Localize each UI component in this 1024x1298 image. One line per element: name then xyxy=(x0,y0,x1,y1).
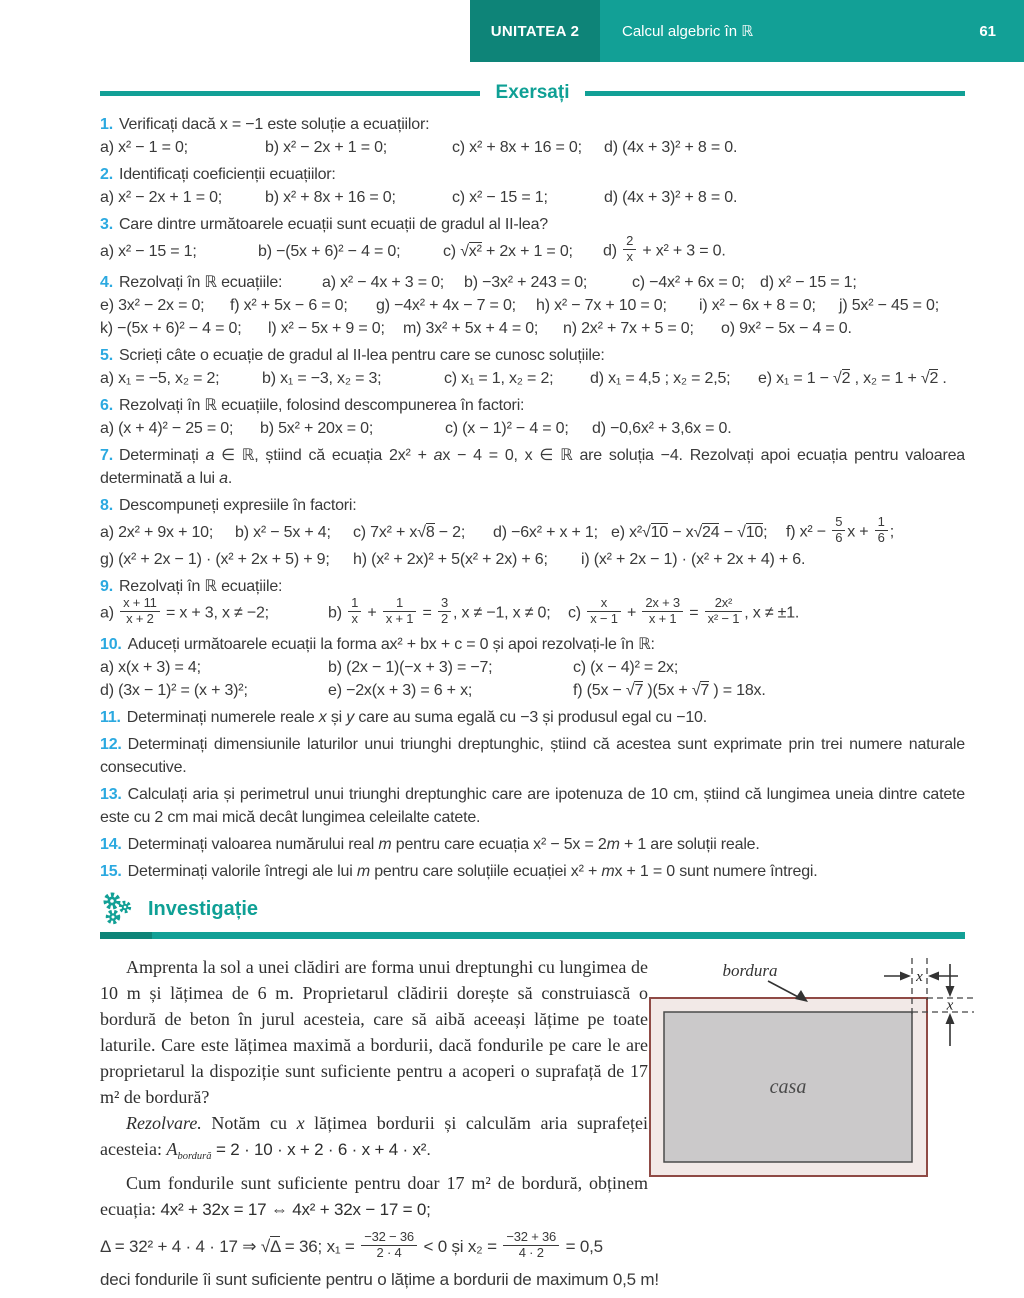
exercise-statement xyxy=(100,113,965,136)
text-part: e) x²√10 − x√24 − √10; xyxy=(611,523,768,541)
text-part: a) x₁ = −5, x₂ = 2; xyxy=(100,369,220,387)
text-part: a) x² − 4x + 3 = 0; xyxy=(322,273,445,291)
exercises-title: Exersați xyxy=(495,82,570,103)
exercise-11 xyxy=(100,706,965,729)
text-part: bordură xyxy=(177,1151,212,1162)
text-part: c) 7x² + x√8 − 2; xyxy=(353,523,466,541)
chapter-title: Calcul algebric în ℝ xyxy=(622,23,754,40)
text-part: c) (x − 4)² = 2x; xyxy=(573,658,679,676)
unit-badge: UNITATEA 2 xyxy=(470,0,600,62)
text-part: A xyxy=(166,1139,178,1159)
text-part: c) −4x² + 6x = 0; xyxy=(632,273,745,291)
text-part: b) −(5x + 6)² − 4 = 0; xyxy=(258,242,401,260)
exercise-parts xyxy=(100,317,965,340)
conclusion-line: deci fondurile îi sunt suficiente pentru o lățime a bordurii de maximum 0,5 m! xyxy=(100,1270,659,1289)
exercise-14 xyxy=(100,833,965,856)
exercise-number: 5. xyxy=(100,346,113,364)
text-part: a) $\frac{x + 11}{x + 2}$ = x + 3, x ≠ −2; xyxy=(100,594,269,626)
exercise-13 xyxy=(100,783,965,829)
text-part: Determinați dimensiunile laturilor unui triunghi dreptunghic, știind că acestea sunt exprimate prin trei numere naturale consecutive. xyxy=(100,735,965,776)
house-label: casa xyxy=(769,1076,807,1098)
investigation-text-column xyxy=(100,954,648,1223)
main-content xyxy=(100,82,965,889)
text-part: lățimea bordurii și calculăm aria suprafeței acesteia: xyxy=(100,1113,648,1159)
text-part: b) −3x² + 243 = 0; xyxy=(464,273,588,291)
text-part: = 36; x₁ = xyxy=(280,1237,360,1256)
exercise-parts xyxy=(100,367,965,390)
dim-arrowhead-top xyxy=(946,986,955,997)
text-part: Determinați numerele reale xyxy=(126,708,319,726)
exercise-parts xyxy=(100,513,965,548)
text-part: g) (x² + 2x − 1) · (x² + 2x + 5) + 9; xyxy=(100,550,330,568)
text-part: 15. xyxy=(100,862,122,880)
text-part: < 0 și x₂ = xyxy=(418,1237,502,1256)
exercise-5 xyxy=(100,344,965,390)
text-part: b) x² − 5x + 4; xyxy=(235,523,331,541)
text-part: Notăm cu xyxy=(201,1113,297,1133)
exercise-statement xyxy=(100,344,965,367)
border-diagram xyxy=(640,956,1024,1191)
text-part: k) −(5x + 6)² − 4 = 0; xyxy=(100,319,242,337)
page-number: 61 xyxy=(979,22,996,40)
dim-arrowhead-bottom xyxy=(946,1013,955,1024)
text-part: d) (4x + 3)² + 8 = 0. xyxy=(604,189,738,206)
dim-label-horizontal: x xyxy=(916,969,923,985)
exercise-parts xyxy=(100,271,965,294)
text-part: e) 3x² − 2x = 0; xyxy=(100,296,205,314)
statement-text: Rezolvați în ℝ ecuațiile: xyxy=(118,577,283,595)
statement-text: Aduceți următoarele ecuații la forma ax² + bx + c = 0 și apoi rezolvați-le în ℝ: xyxy=(127,635,655,653)
text-part: e) −2x(x + 3) = 6 + x; xyxy=(328,681,473,699)
text-part: a) 2x² + 9x + 10; xyxy=(100,523,214,541)
heading-rule-left xyxy=(100,91,480,96)
text-part: f) x² + 5x − 6 = 0; xyxy=(230,296,348,314)
text-part: și xyxy=(326,708,347,726)
text-part: d) −0,6x² + 3,6x = 0. xyxy=(592,419,732,437)
exercise-statement xyxy=(100,163,965,186)
text-part: x xyxy=(318,708,327,726)
gears-icon xyxy=(100,891,136,927)
border-label: bordura xyxy=(722,961,778,980)
dim-arrowhead-left xyxy=(900,972,911,981)
investigation-body xyxy=(100,954,965,1223)
text-part: . xyxy=(227,469,233,487)
text-part: m xyxy=(378,835,392,853)
text-part: 13. xyxy=(100,785,122,803)
text-part: a xyxy=(433,446,443,464)
text-part: = 2 · 10 · x + 2 · 6 · x + 4 · x². xyxy=(211,1140,431,1159)
text-part: e) x₁ = 1 − √2 , x₂ = 1 + √2 . xyxy=(758,369,947,387)
exercises-list xyxy=(100,113,965,889)
text-part: j) 5x² − 45 = 0; xyxy=(839,296,939,314)
text-part: 7. xyxy=(100,446,113,464)
dim-label-vertical: x xyxy=(946,997,954,1014)
investigation-paragraph-1: Amprenta la sol a unei clădiri are forma unui dreptunghi cu lungimea de 10 m și lățimea de 6 m. Proprietarul clădirii dorește să construiască o bordură de beton în jurul acesteia, care să aibă aceeași lățime pe toate laturile. Care este lățimea maximă a bordurii, dacă fondurile pe care le are proprietarul la dispoziție sunt suficiente pentru a acoperi o suprafață de 17 m² de bordură? xyxy=(100,957,648,1107)
exercise-number: 9. xyxy=(100,577,113,595)
exercise-9 xyxy=(100,575,965,629)
text-part: Determinați xyxy=(118,446,206,464)
text-part: m xyxy=(356,862,370,880)
text-part: b) $\frac{1}{x}$ + $\frac{1}{x + 1}$ = $\frac{3}{2}$ , x ≠ −1, x ≠ 0; xyxy=(328,594,551,626)
text-part: 14. xyxy=(100,835,122,853)
text-part: f) x² − $\frac{5}{6}$ x + $\frac{1}{6}$ ; xyxy=(786,513,894,545)
text-part: h) (x² + 2x)² + 5(x² + 2x) + 6; xyxy=(353,550,548,568)
exercise-parts xyxy=(100,294,965,317)
text-part: a) x² − 2x + 1 = 0; xyxy=(100,189,223,206)
exercise-statement xyxy=(100,213,965,236)
text-part: 11. xyxy=(100,708,121,726)
delta-solution-line xyxy=(100,1231,965,1263)
text-part: x xyxy=(296,1113,305,1133)
text-part: d) (4x + 3)² + 8 = 0. xyxy=(604,139,738,156)
investigation-paragraph-2 xyxy=(100,1110,648,1170)
text-part: l) x² − 5x + 9 = 0; xyxy=(268,319,385,337)
exercise-parts xyxy=(100,136,965,159)
statement-text: Scrieți câte o ecuație de gradul al II-lea pentru care se cunosc soluțiile: xyxy=(118,346,605,364)
text-part: pentru care ecuația x² − 5x = 2 xyxy=(391,835,607,853)
exercise-parts xyxy=(100,417,965,440)
exercise-statement xyxy=(100,394,965,417)
text-part: 12. xyxy=(100,735,122,753)
exercise-1 xyxy=(100,113,965,159)
statement-text: Care dintre următoarele ecuații sunt ecuații de gradul al II-lea? xyxy=(118,216,548,233)
text-part: m xyxy=(601,862,615,880)
text-part: Rezolvare. xyxy=(126,1113,202,1133)
text-part: a) x² − 1 = 0; xyxy=(100,139,188,156)
text-part: c) (x − 1)² − 4 = 0; xyxy=(445,419,569,437)
text-part: o) 9x² − 5x − 4 = 0. xyxy=(721,319,852,337)
exercise-parts xyxy=(100,548,965,571)
text-part: d) $\frac{2}{x}$ + x² + 3 = 0. xyxy=(603,233,726,264)
exercise-number: 1. xyxy=(100,116,113,133)
investigation-rule xyxy=(100,932,965,939)
text-part: c) √x² + 2x + 1 = 0; xyxy=(443,242,573,260)
text-part: d) x₁ = 4,5 ; x₂ = 2,5; xyxy=(590,369,731,387)
text-part: b) x₁ = −3, x₂ = 3; xyxy=(262,369,382,387)
text-part: g) −4x² + 4x − 7 = 0; xyxy=(376,296,516,314)
exercise-statement xyxy=(100,633,965,656)
text-part: f) (5x − √7 )(5x + √7 ) = 18x. xyxy=(573,681,766,699)
text-part: n) 2x² + 7x + 5 = 0; xyxy=(563,319,694,337)
statement-text: Identificați coeficienții ecuațiilor: xyxy=(118,166,336,183)
border-diagram-svg xyxy=(640,956,1024,1191)
exercise-15 xyxy=(100,860,965,883)
exercise-number: 3. xyxy=(100,216,113,233)
text-part: 4. Rezolvați în ℝ ecuațiile: xyxy=(100,273,283,291)
text-part: a) x² − 15 = 1; xyxy=(100,242,197,260)
exercise-parts xyxy=(100,656,965,679)
text-part: 4x² + 32x = 17 ⇔ 4x² + 32x − 17 = 0; xyxy=(160,1200,431,1219)
text-part: + 1 are soluții reale. xyxy=(619,835,760,853)
investigation-rule-accent xyxy=(100,932,152,939)
text-part: $\frac{-32 + 36}{4 \cdot 2}$ xyxy=(501,1237,561,1256)
exercise-12 xyxy=(100,733,965,779)
text-part: m xyxy=(606,835,620,853)
investigation-title: Investigație xyxy=(148,897,259,920)
exercise-8 xyxy=(100,494,965,571)
text-part: √Δ xyxy=(260,1237,281,1256)
text-part: a xyxy=(205,446,215,464)
text-part: $\frac{-32 - 36}{2 \cdot 4}$ xyxy=(359,1237,419,1256)
exercise-statement xyxy=(100,575,965,598)
text-part: y xyxy=(346,708,355,726)
dim-arrowhead-right xyxy=(928,972,939,981)
text-part: a xyxy=(219,469,228,487)
text-part: d) (3x − 1)² = (x + 3)²; xyxy=(100,681,248,699)
text-part: Determinați valorile întregi ale lui xyxy=(127,862,357,880)
exercise-parts xyxy=(100,233,965,267)
exercise-number: 6. xyxy=(100,396,113,414)
text-part: c) x² − 15 = 1; xyxy=(452,189,548,206)
text-part: b) (2x − 1)(−x + 3) = −7; xyxy=(328,658,493,676)
exercise-number: 2. xyxy=(100,166,113,183)
exercise-parts xyxy=(100,679,965,702)
heading-rule-right xyxy=(585,91,965,96)
investigation-section xyxy=(100,893,965,1298)
statement-text: Descompuneți expresiile în factori: xyxy=(118,496,357,514)
text-part: c) x₁ = 1, x₂ = 2; xyxy=(444,369,554,387)
exercise-2 xyxy=(100,163,965,209)
text-part: Determinați valoarea numărului real xyxy=(127,835,379,853)
text-part: a) x(x + 3) = 4; xyxy=(100,658,201,676)
text-part: ∈ ℝ, știind că ecuația 2x² + xyxy=(214,446,434,464)
text-part: d) −6x² + x + 1; xyxy=(493,523,598,541)
text-part: i) x² − 6x + 8 = 0; xyxy=(699,296,816,314)
exercise-parts xyxy=(100,186,965,209)
exercise-number: 10. xyxy=(100,635,122,653)
exercise-7 xyxy=(100,444,965,490)
text-part: Cum fondurile sunt suficiente pentru doar 17 m² de bordură, obținem ecuația: xyxy=(100,1173,648,1219)
text-part: = 0,5 xyxy=(561,1237,603,1256)
text-part: h) x² − 7x + 10 = 0; xyxy=(536,296,667,314)
text-part: care au suma egală cu −3 și produsul egal cu −10. xyxy=(354,708,707,726)
investigation-paragraph-3 xyxy=(100,1170,648,1223)
statement-text: Rezolvați în ℝ ecuațiile, folosind descompunerea în factori: xyxy=(118,396,525,414)
text-part: m) 3x² + 5x + 4 = 0; xyxy=(403,319,539,337)
text-part: Calculați aria și perimetrul unui triunghi dreptunghic care are ipotenuza de 10 cm, știind că lungimea uneia dintre catete este cu 2 cm mai mică decât lungimea celeilalte catete. xyxy=(100,785,965,826)
text-part: c) x² + 8x + 16 = 0; xyxy=(452,139,582,156)
investigation-heading xyxy=(100,893,965,925)
text-part: x + 1 = 0 sunt numere întregi. xyxy=(614,862,818,880)
exercise-6 xyxy=(100,394,965,440)
text-part: b) 5x² + 20x = 0; xyxy=(260,419,374,437)
exercise-4 xyxy=(100,271,965,340)
text-part: Δ = 32² + 4 · 4 · 17 ⇒ xyxy=(100,1237,261,1256)
text-part: c) $\frac{x}{x - 1}$ + $\frac{2x + 3}{x + 1}$ = $\frac{\text{2x²}}{\text{x² − 1}}$ , x ≠ ±1. xyxy=(568,594,800,626)
text-part: b) x² − 2x + 1 = 0; xyxy=(265,139,388,156)
text-part: a) (x + 4)² − 25 = 0; xyxy=(100,419,234,437)
statement-text: Verificați dacă x = −1 este soluție a ecuațiilor: xyxy=(118,116,430,133)
exercises-section-heading xyxy=(100,82,965,104)
exercise-number: 8. xyxy=(100,496,113,514)
text-part: i) (x² + 2x − 1) · (x² + 2x + 4) + 6. xyxy=(581,550,806,568)
exercise-10 xyxy=(100,633,965,702)
text-part: d) x² − 15 = 1; xyxy=(760,273,857,291)
text-part: b) x² + 8x + 16 = 0; xyxy=(265,189,396,206)
text-part: pentru care soluțiile ecuației x² + xyxy=(369,862,602,880)
exercise-parts xyxy=(100,594,965,629)
text-part: x − 4 = 0, x ∈ ℝ are soluția −4. Rezolvați apoi ecuația pentru valoarea determinată a lui xyxy=(100,446,965,487)
exercise-3 xyxy=(100,213,965,267)
chapter-header-bar xyxy=(470,0,1024,62)
